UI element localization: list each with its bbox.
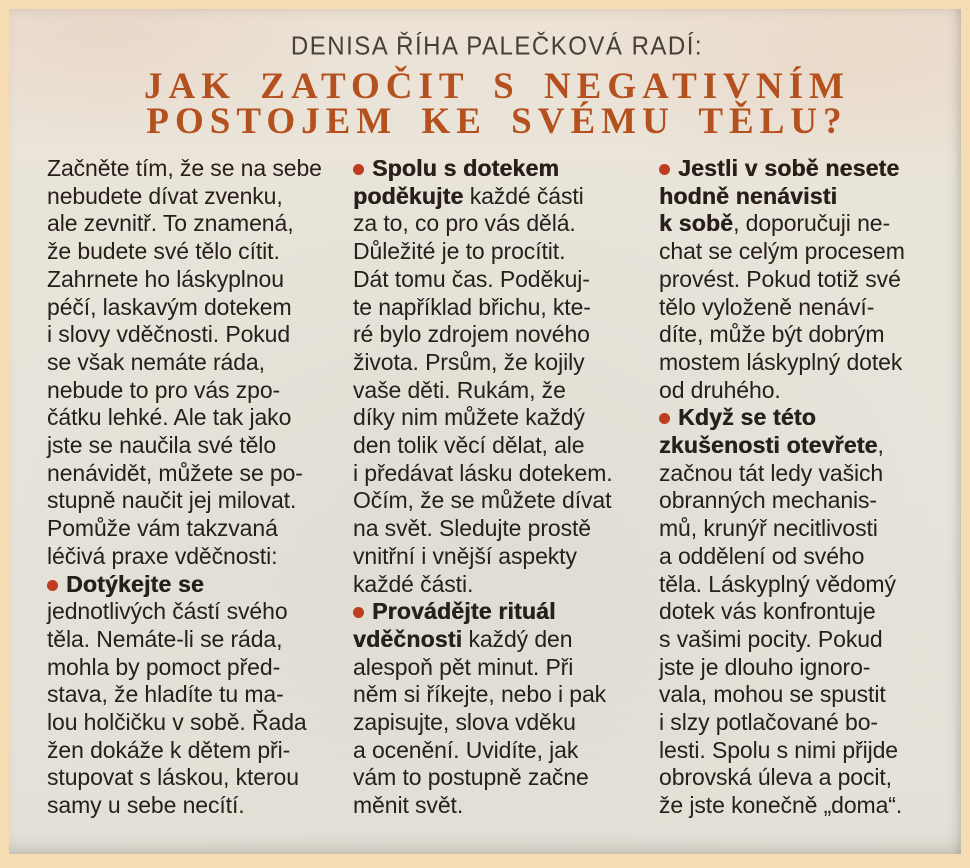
text-line	[353, 626, 641, 654]
text-line	[659, 626, 947, 654]
text-line	[47, 626, 335, 654]
text-line	[659, 210, 947, 238]
text-line	[47, 764, 335, 792]
text-run: tělo vyloženě nenáví-	[659, 293, 875, 320]
column-2	[353, 155, 641, 820]
text-line	[47, 598, 335, 626]
text-line	[659, 571, 947, 599]
bold-text-run: Jestli v sobě nesete	[678, 155, 900, 181]
text-line	[353, 266, 641, 294]
column-3	[659, 155, 947, 820]
bullet-icon	[353, 607, 364, 618]
text-run: , doporučuji ne-	[733, 210, 891, 237]
text-line	[659, 681, 947, 709]
text-run: ale zevnitř. To znamená,	[47, 210, 294, 237]
text-run: obrovská úleva a pocit,	[659, 764, 892, 791]
text-run: vám to postupně začne	[353, 764, 589, 791]
text-line	[353, 321, 641, 349]
text-line	[353, 571, 641, 599]
column-1	[47, 155, 335, 820]
text-run: ré bylo zdrojem nového	[353, 321, 590, 348]
text-run: stupovat s láskou, kterou	[47, 764, 299, 791]
text-run: s vašimi pocity. Pokud	[659, 625, 883, 652]
text-line	[659, 792, 947, 820]
text-run: samy u sebe necítí.	[47, 792, 245, 819]
text-line	[353, 294, 641, 322]
text-line	[353, 349, 641, 377]
text-line	[353, 709, 641, 737]
text-line	[353, 155, 641, 183]
bullet-icon	[659, 164, 670, 175]
text-run: léčivá praxe vděčnosti:	[47, 542, 278, 569]
text-line	[353, 764, 641, 792]
text-line	[353, 460, 641, 488]
text-line	[659, 349, 947, 377]
kicker: DENISA ŘÍHA PALEČKOVÁ RADÍ:	[290, 31, 704, 62]
text-run: dotek vás konfrontuje	[659, 598, 876, 625]
text-run: jste se naučila své tělo	[47, 432, 277, 459]
text-run: čátku lehké. Ale tak jako	[47, 404, 292, 431]
text-line	[659, 460, 947, 488]
text-line	[353, 487, 641, 515]
text-line	[47, 487, 335, 515]
text-run: od druhého.	[659, 376, 781, 403]
text-line	[47, 709, 335, 737]
text-run: vnitřní i vnější aspekty	[353, 542, 577, 569]
bold-text-run: Dotýkejte se	[66, 570, 204, 597]
text-run: začnou tát ledy vašich	[659, 459, 884, 486]
text-run: každé části.	[353, 570, 474, 597]
text-run: zapisujte, slova vděku	[353, 709, 576, 736]
text-line	[353, 681, 641, 709]
text-line	[659, 654, 947, 682]
text-run: provést. Pokud totiž své	[659, 265, 901, 292]
text-run: alespoň pět minut. Při	[353, 653, 574, 680]
text-line	[659, 737, 947, 765]
text-line	[47, 681, 335, 709]
text-run: že jste konečně „doma“.	[659, 792, 903, 819]
text-line	[353, 377, 641, 405]
text-run: vala, mohou se spustit	[659, 681, 886, 708]
text-run: a oddělení od svého	[659, 542, 865, 569]
text-line	[47, 183, 335, 211]
bullet-icon	[659, 413, 670, 424]
text-line	[659, 487, 947, 515]
text-line	[353, 515, 641, 543]
text-run: nebude to pro vás zpo-	[47, 376, 281, 403]
text-line	[47, 238, 335, 266]
text-run: jste je dlouho ignoro-	[659, 653, 871, 680]
text-run: den tolik věcí dělat, ale	[353, 432, 585, 459]
text-line	[659, 266, 947, 294]
text-line	[47, 654, 335, 682]
text-run: i slovy vděčnosti. Pokud	[47, 321, 291, 348]
bold-text-run: hodně nenávisti	[659, 182, 838, 209]
article-title	[47, 66, 947, 142]
text-line	[47, 294, 335, 322]
text-run: něm si říkejte, nebo i pak	[353, 681, 607, 708]
text-run: každý den	[462, 625, 573, 652]
text-run: těla. Láskyplný vědomý	[659, 570, 896, 597]
text-run: Důležité je to procítit.	[353, 238, 566, 265]
text-run: mohla by pomoct před-	[47, 653, 281, 680]
text-run: každé části	[463, 182, 584, 209]
text-run: lou holčičku v sobě. Řada	[47, 709, 307, 736]
bullet-icon	[47, 580, 58, 591]
text-line	[659, 598, 947, 626]
text-run: nebudete dívat zvenku,	[47, 182, 283, 209]
text-line	[659, 238, 947, 266]
bold-text-run: Spolu s dotekem	[372, 155, 560, 181]
text-line	[47, 543, 335, 571]
text-line	[659, 543, 947, 571]
text-run: měnit svět.	[353, 792, 464, 819]
text-line	[659, 404, 947, 432]
text-run: stupně naučit jej milovat.	[47, 487, 297, 514]
text-run: ,	[877, 432, 884, 459]
text-run: díte, může být dobrým	[659, 321, 885, 348]
text-run: i předávat lásku dotekem.	[353, 459, 613, 486]
text-line	[47, 266, 335, 294]
text-run: mostem láskyplný dotek	[659, 348, 903, 375]
text-line	[47, 321, 335, 349]
text-line	[353, 432, 641, 460]
text-line	[659, 432, 947, 460]
bold-text-run: vděčnosti	[353, 625, 463, 652]
text-line	[47, 571, 335, 599]
bold-text-run: poděkujte	[353, 182, 464, 209]
text-line	[353, 210, 641, 238]
text-line	[353, 654, 641, 682]
text-line	[353, 183, 641, 211]
text-line	[353, 792, 641, 820]
magazine-page	[9, 9, 961, 854]
text-run: a ocenění. Uvidíte, jak	[353, 736, 579, 763]
text-run: Pomůže vám takzvaná	[47, 515, 278, 542]
text-line	[659, 709, 947, 737]
text-line	[659, 294, 947, 322]
text-run: Očím, že se můžete dívat	[353, 487, 612, 514]
text-line	[353, 238, 641, 266]
text-run: vaše děti. Rukám, že	[353, 376, 566, 403]
text-line	[659, 321, 947, 349]
text-line	[47, 210, 335, 238]
text-line	[47, 377, 335, 405]
text-line	[47, 432, 335, 460]
text-line	[353, 598, 641, 626]
text-run: i slzy potlačované bo-	[659, 709, 878, 736]
article-columns	[47, 155, 947, 820]
text-run: mů, krunýř necitlivosti	[659, 515, 878, 542]
text-run: te například břichu, kte-	[353, 293, 591, 320]
text-run: žen dokáže k dětem při-	[47, 736, 291, 763]
text-line	[47, 460, 335, 488]
text-line	[659, 515, 947, 543]
text-line	[47, 155, 335, 183]
bold-text-run: Když se této	[678, 404, 816, 431]
bullet-icon	[353, 164, 364, 175]
bold-text-run: k sobě	[659, 210, 734, 237]
text-run: Zahrnete ho láskyplnou	[47, 265, 284, 292]
text-line	[47, 349, 335, 377]
bold-text-run: Provádějte rituál	[372, 598, 556, 625]
text-run: že budete své tělo cítit.	[47, 238, 280, 265]
text-run: nenávidět, můžete se po-	[47, 459, 303, 486]
text-run: na svět. Sledujte prostě	[353, 515, 591, 542]
text-line	[353, 737, 641, 765]
text-run: jednotlivých částí svého	[47, 598, 288, 625]
text-run: péčí, laskavým dotekem	[47, 293, 292, 320]
text-line	[353, 404, 641, 432]
text-run: stava, že hladíte tu ma-	[47, 681, 284, 708]
text-line	[47, 737, 335, 765]
text-line	[659, 764, 947, 792]
text-line	[47, 404, 335, 432]
text-run: se však nemáte ráda,	[47, 348, 265, 375]
text-line	[353, 543, 641, 571]
text-line	[659, 183, 947, 211]
text-run: těla. Nemáte-li se ráda,	[47, 625, 283, 652]
text-line	[659, 377, 947, 405]
text-run: chat se celým procesem	[659, 238, 905, 265]
text-run: Dát tomu čas. Poděkuj-	[353, 265, 590, 292]
bold-text-run: zkušenosti otevřete	[659, 432, 878, 459]
text-run: obranných mechanis-	[659, 487, 877, 514]
text-line	[47, 792, 335, 820]
text-run: lesti. Spolu s nimi přijde	[659, 736, 899, 763]
text-run: Začněte tím, že se na sebe	[47, 155, 322, 181]
text-run: za to, co pro vás dělá.	[353, 210, 576, 237]
text-run: života. Prsům, že kojily	[353, 348, 585, 375]
text-run: díky nim můžete každý	[353, 404, 585, 431]
text-line	[659, 155, 947, 183]
title-line-2: POSTOJEM KE SVÉMU TĚLU?	[146, 101, 848, 142]
text-line	[47, 515, 335, 543]
title-line-1: JAK ZATOČIT S NEGATIVNÍM	[144, 66, 850, 107]
